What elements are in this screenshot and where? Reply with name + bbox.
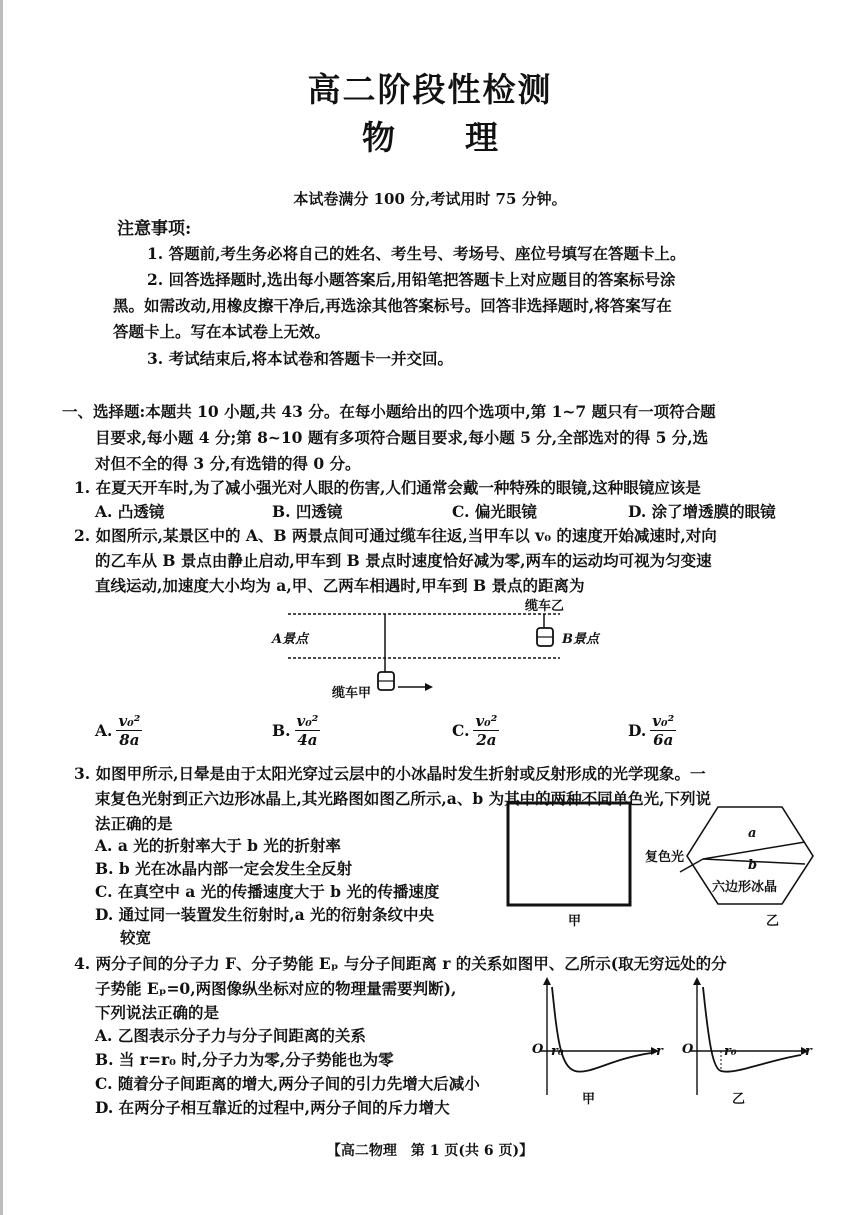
scan-edge [0, 0, 3, 1215]
page-footer: 【高二物理 第 1 页(共 6 页)】 [326, 1143, 534, 1159]
notice-line: 2. 回答选择题时,选出每小题答案后,用铅笔把答题卡上对应题目的答案标号涂 [147, 270, 676, 289]
question-4-line: 4. 两分子间的分子力 F、分子势能 Eₚ 与分子间距离 r 的关系如图甲、乙所示(取无穷远处的分 [74, 954, 727, 973]
molecular-graphs [525, 975, 825, 1100]
question-3-line: 法正确的是 [95, 814, 173, 833]
option-letter: C. [452, 721, 470, 740]
crystal-label: 六边形冰晶 [712, 880, 778, 895]
section-heading: 一、选择题:本题共 10 小题,共 43 分。在每小题给出的四个选项中,第 1~7 题只有一项符合题 [62, 402, 716, 421]
notice-line: 1. 答题前,考生务必将自己的姓名、考生号、考场号、座位号填写在答题卡上。 [147, 244, 686, 263]
car-b-label: 缆车乙 [525, 599, 565, 614]
fraction-denominator: 8a [119, 731, 140, 749]
graph-yi-label: 乙 [732, 1092, 746, 1107]
ray-b-label: b [748, 858, 758, 873]
graph-jia-axis-r: r [656, 1044, 663, 1059]
q1-option-c: C. 偏光眼镜 [452, 502, 537, 521]
graph-yi-origin: O [682, 1042, 694, 1057]
fraction-numerator: v₀² [296, 712, 319, 730]
subject-title: 物理 [362, 118, 568, 157]
question-2-line: 2. 如图所示,某景区中的 A、B 两景点间可通过缆车往返,当甲车以 v₀ 的速度开始减速时,对向 [74, 526, 717, 545]
question-2-line: 的乙车从 B 景点由静止启动,甲车到 B 景点时速度恰好减为零,两车的运动均可视为匀变速 [95, 551, 712, 570]
q1-option-a: A. 凸透镜 [95, 502, 165, 521]
car-a-label: 缆车甲 [332, 686, 372, 701]
fraction-denominator: 4a [297, 731, 318, 749]
graph-jia-r0: r₀ [551, 1044, 564, 1059]
fraction-numerator: v₀² [652, 712, 675, 730]
q2-option-c [452, 712, 499, 749]
q2-option-a [95, 712, 142, 749]
fraction-numerator: v₀² [475, 712, 498, 730]
q3-option-d: D. 通过同一装置发生衍射时,a 光的衍射条纹中央 [95, 905, 435, 924]
exam-meta: 本试卷满分 100 分,考试用时 75 分钟。 [293, 190, 567, 208]
q4-option-a: A. 乙图表示分子力与分子间距离的关系 [95, 1026, 366, 1045]
section-text: 对但不全的得 3 分,有选错的得 0 分。 [95, 454, 361, 473]
question-4-line: 子势能 Eₚ=0,两图像纵坐标对应的物理量需要判断), [95, 979, 457, 998]
q3-option-b: B. b 光在冰晶内部一定会发生全反射 [95, 859, 353, 878]
notice-heading: 注意事项: [117, 219, 192, 239]
halo-label-yi: 乙 [766, 914, 780, 929]
option-letter: A. [95, 721, 113, 740]
ray-a-label: a [748, 826, 757, 841]
q3-option-d-cont: 较宽 [120, 928, 152, 947]
notice-line: 3. 考试结束后,将本试卷和答题卡一并交回。 [147, 349, 453, 368]
notice-line: 答题卡上。写在本试卷上无效。 [113, 322, 331, 341]
q4-option-d: D. 在两分子相互靠近的过程中,两分子间的斥力增大 [95, 1098, 450, 1117]
halo-label-jia: 甲 [568, 914, 582, 929]
point-a-label: A景点 [272, 632, 309, 647]
question-3-line: 3. 如图甲所示,日晕是由于太阳光穿过云层中的小冰晶时发生折射或反射形成的光学现象。一 [74, 764, 706, 783]
photo-frame [508, 803, 630, 905]
graph-yi-r0: r₀ [724, 1044, 737, 1059]
graph-yi-axis-r: r [805, 1044, 812, 1059]
force-curve [552, 987, 651, 1072]
q3-option-c: C. 在真空中 a 光的传播速度大于 b 光的传播速度 [95, 882, 440, 901]
complex-light-label: 复色光 [645, 850, 685, 865]
fraction-numerator: v₀² [118, 712, 141, 730]
notice-line: 黑。如需改动,用橡皮擦干净后,再选涂其他答案标号。回答非选择题时,将答案写在 [113, 296, 672, 315]
exam-title: 高二阶段性检测 [307, 70, 553, 109]
section-text: 目要求,每小题 4 分;第 8~10 题有多项符合题目要求,每小题 5 分,全部选对的得 5 分,选 [95, 428, 709, 447]
q4-option-b: B. 当 r=r₀ 时,分子力为零,分子势能也为零 [95, 1050, 394, 1069]
fraction-denominator: 6a [653, 731, 674, 749]
graph-jia-origin: O [532, 1042, 544, 1057]
option-letter: B. [272, 721, 291, 740]
question-3-line: 束复色光射到正六边形冰晶上,其光路图如图乙所示,a、b 为其中的两种不同单色光,下列说 [95, 789, 711, 808]
q1-option-d: D. 涂了增透膜的眼镜 [628, 502, 776, 521]
q2-option-b [272, 712, 320, 749]
question-1-stem: 1. 在夏天开车时,为了减小强光对人眼的伤害,人们通常会戴一种特殊的眼镜,这种眼镜应该是 [74, 478, 701, 497]
q2-option-d [628, 712, 676, 749]
question-2-line: 直线运动,加速度大小均为 a,甲、乙两车相遇时,甲车到 B 景点的距离为 [95, 576, 585, 595]
potential-curve [703, 987, 801, 1072]
q4-option-c: C. 随着分子间距离的增大,两分子间的引力先增大后减小 [95, 1074, 480, 1093]
option-letter: D. [628, 721, 647, 740]
fraction-denominator: 2a [476, 731, 497, 749]
point-b-label: B景点 [562, 632, 599, 647]
graph-jia-label: 甲 [582, 1092, 596, 1107]
question-4-line: 下列说法正确的是 [95, 1003, 220, 1022]
q1-option-b: B. 凹透镜 [272, 502, 343, 521]
q3-option-a: A. a 光的折射率大于 b 光的折射率 [95, 836, 341, 855]
